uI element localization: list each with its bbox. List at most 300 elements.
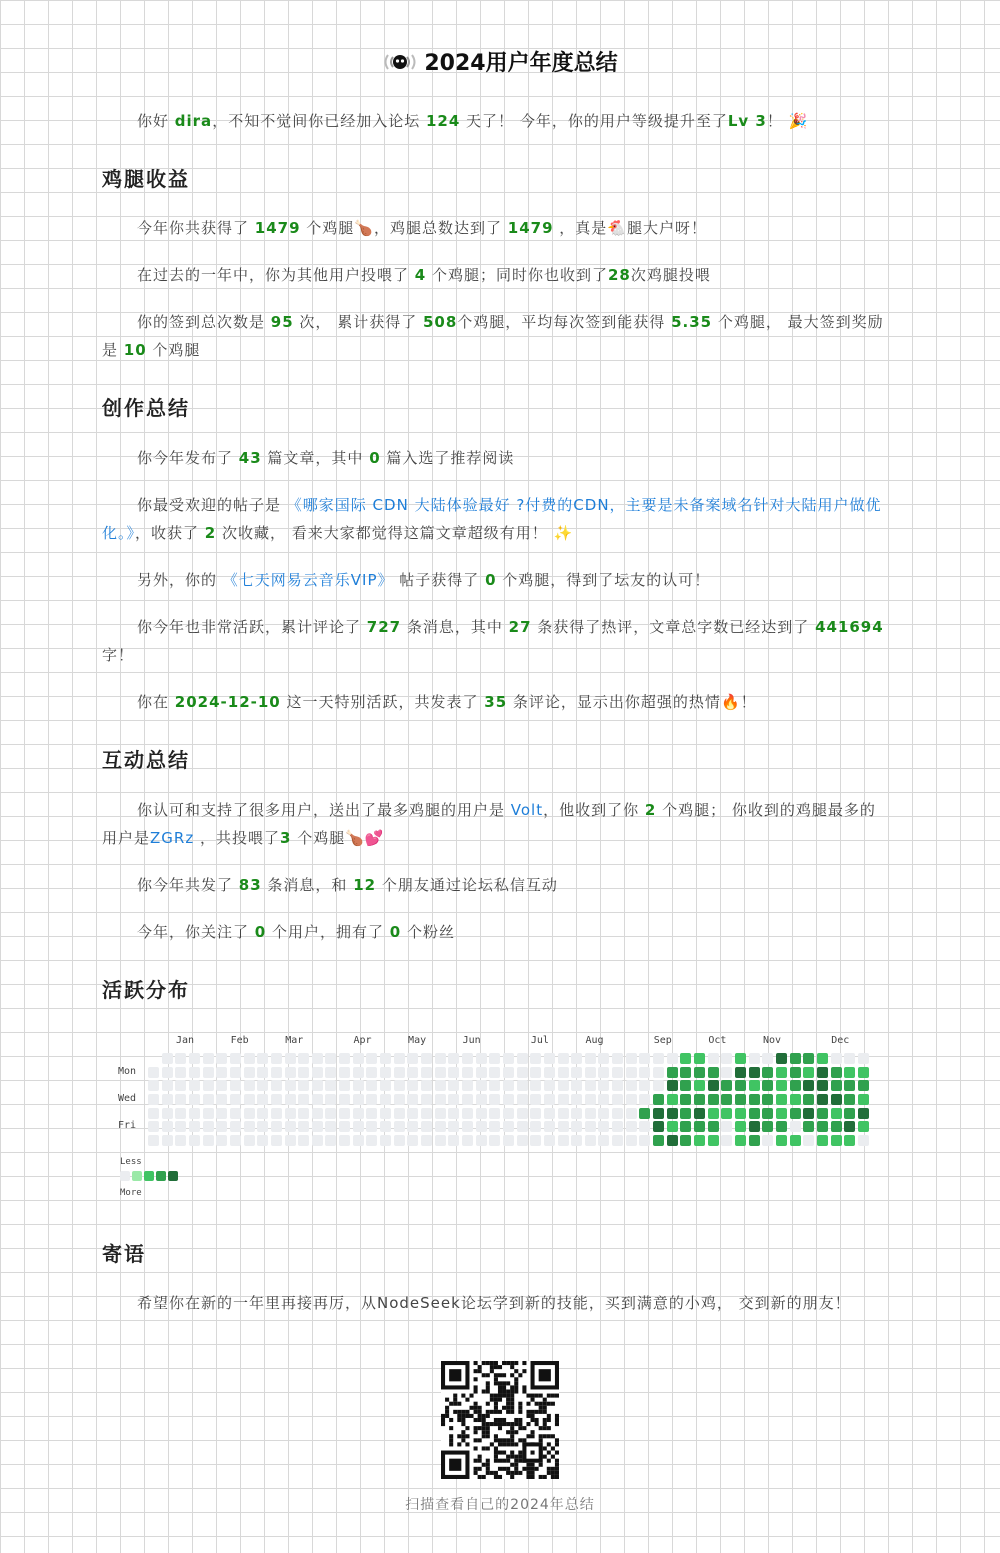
heatmap-cell bbox=[271, 1108, 282, 1119]
heatmap-cell bbox=[585, 1135, 596, 1146]
heatmap-cell bbox=[667, 1108, 678, 1119]
heatmap-cell bbox=[680, 1080, 691, 1091]
heatmap-cell bbox=[694, 1094, 705, 1105]
section-title-message: 寄语 bbox=[102, 1242, 146, 1266]
heatmap-cell bbox=[257, 1080, 268, 1091]
heatmap-cell bbox=[448, 1053, 459, 1064]
heatmap-cell bbox=[612, 1108, 623, 1119]
heatmap-cell bbox=[462, 1121, 473, 1132]
heatmap-cell bbox=[394, 1135, 405, 1146]
heatmap-cell bbox=[421, 1067, 432, 1078]
month-label: Jun bbox=[462, 1035, 481, 1046]
heatmap-cell bbox=[339, 1108, 350, 1119]
hearts-icon: 💕 bbox=[364, 829, 385, 847]
heatmap-cell bbox=[503, 1067, 514, 1078]
heatmap-cell bbox=[735, 1080, 746, 1091]
heatmap-cell bbox=[285, 1053, 296, 1064]
heatmap-cell bbox=[517, 1121, 528, 1132]
heatmap-cell bbox=[517, 1108, 528, 1119]
heatmap-cell bbox=[298, 1108, 309, 1119]
heatmap-cell bbox=[203, 1067, 214, 1078]
heatmap-cell bbox=[366, 1121, 377, 1132]
page-title bbox=[0, 46, 1000, 77]
heatmap-cell bbox=[189, 1135, 200, 1146]
heatmap-cell bbox=[653, 1108, 664, 1119]
heatmap-cell bbox=[762, 1121, 773, 1132]
heatmap-cell bbox=[462, 1067, 473, 1078]
legend-swatch bbox=[132, 1171, 142, 1181]
heatmap-cell bbox=[257, 1121, 268, 1132]
heatmap-cell bbox=[448, 1108, 459, 1119]
heatmap-cell bbox=[817, 1053, 828, 1064]
heatmap-cell bbox=[148, 1080, 159, 1091]
popular-post-paragraph: 你最受欢迎的帖子是 《哪家国际 CDN 大陆体验最好 ?付费的CDN，主要是未备案域名针对大陆用户做优化。》，收获了 2 次收藏， 看来大家都觉得这篇文章超级有用！ ✨ bbox=[102, 496, 882, 542]
heatmap-cell bbox=[749, 1053, 760, 1064]
heatmap-cell bbox=[366, 1080, 377, 1091]
heatmap-cell bbox=[626, 1053, 637, 1064]
heatmap-cell bbox=[598, 1121, 609, 1132]
heatmap-cell bbox=[339, 1135, 350, 1146]
heatmap-cell bbox=[626, 1121, 637, 1132]
heatmap-cell bbox=[271, 1067, 282, 1078]
heatmap-cell bbox=[394, 1094, 405, 1105]
month-label: Sep bbox=[653, 1035, 672, 1046]
heatmap-cell bbox=[366, 1135, 377, 1146]
heatmap-cell bbox=[803, 1067, 814, 1078]
heatmap-cell bbox=[831, 1080, 842, 1091]
heatmap-cell bbox=[735, 1094, 746, 1105]
heatmap-cell bbox=[626, 1108, 637, 1119]
heatmap-cell bbox=[353, 1080, 364, 1091]
heatmap-cell bbox=[462, 1135, 473, 1146]
follow-paragraph: 今年，你关注了 0 个用户，拥有了 0 个粉丝 bbox=[137, 923, 455, 941]
heatmap-cell bbox=[626, 1135, 637, 1146]
heatmap-cell bbox=[694, 1067, 705, 1078]
heatmap-cell bbox=[244, 1135, 255, 1146]
heatmap-cell bbox=[721, 1067, 732, 1078]
heatmap-cell bbox=[435, 1067, 446, 1078]
comments-paragraph: 你今年也非常活跃，累计评论了 727 条消息，其中 27 条获得了热评，文章总字数已经达到了 441694 字！ bbox=[102, 618, 884, 664]
heatmap-cell bbox=[162, 1121, 173, 1132]
heatmap-cell bbox=[216, 1135, 227, 1146]
heatmap-cell bbox=[667, 1094, 678, 1105]
heatmap-cell bbox=[831, 1108, 842, 1119]
heatmap-cell bbox=[626, 1080, 637, 1091]
heatmap-cell bbox=[585, 1108, 596, 1119]
heatmap-cell bbox=[735, 1067, 746, 1078]
heatmap-cell bbox=[517, 1135, 528, 1146]
heatmap-cell bbox=[626, 1094, 637, 1105]
heatmap-cell bbox=[380, 1067, 391, 1078]
heatmap-cell bbox=[148, 1121, 159, 1132]
heatmap-cell bbox=[230, 1067, 241, 1078]
heatmap-cell bbox=[571, 1094, 582, 1105]
heatmap-cell bbox=[230, 1094, 241, 1105]
heatmap-cell bbox=[325, 1108, 336, 1119]
heatmap-cell bbox=[749, 1121, 760, 1132]
legend-swatch bbox=[168, 1171, 178, 1181]
heatmap-cell bbox=[476, 1135, 487, 1146]
heatmap-cell bbox=[530, 1135, 541, 1146]
heatmap-cell bbox=[448, 1121, 459, 1132]
messages-paragraph: 你今年共发了 83 条消息，和 12 个朋友通过论坛私信互动 bbox=[137, 876, 558, 894]
heatmap-cell bbox=[298, 1053, 309, 1064]
heatmap-cell bbox=[776, 1094, 787, 1105]
user-level: Lv 3 bbox=[727, 112, 767, 130]
heatmap-cell bbox=[325, 1135, 336, 1146]
heatmap-cell bbox=[244, 1067, 255, 1078]
heatmap-cell bbox=[353, 1135, 364, 1146]
heatmap-cell bbox=[476, 1121, 487, 1132]
heatmap-cell bbox=[639, 1108, 650, 1119]
heatmap-cell bbox=[831, 1135, 842, 1146]
heatmap-cell bbox=[148, 1094, 159, 1105]
heatmap-cell bbox=[380, 1080, 391, 1091]
heatmap-cell bbox=[680, 1094, 691, 1105]
heatmap-cell bbox=[448, 1067, 459, 1078]
heatmap-cell bbox=[544, 1135, 555, 1146]
heatmap-cell bbox=[598, 1067, 609, 1078]
heatmap-cell bbox=[489, 1108, 500, 1119]
heatmap-cell bbox=[353, 1053, 364, 1064]
heatmap-cell bbox=[325, 1094, 336, 1105]
heatmap-cell bbox=[694, 1121, 705, 1132]
heatmap-cell bbox=[189, 1121, 200, 1132]
heatmap-cell bbox=[162, 1053, 173, 1064]
heatmap-cell bbox=[735, 1135, 746, 1146]
heatmap-cell bbox=[285, 1121, 296, 1132]
heatmap-cell bbox=[831, 1094, 842, 1105]
heatmap-cell bbox=[749, 1067, 760, 1078]
legend-swatch bbox=[156, 1171, 166, 1181]
heatmap-cell bbox=[230, 1135, 241, 1146]
heatmap-cell bbox=[175, 1053, 186, 1064]
title-text: 2024用户年度总结 bbox=[424, 51, 618, 76]
qr-code[interactable] bbox=[441, 1361, 559, 1479]
heatmap-cell bbox=[489, 1067, 500, 1078]
heatmap-cell bbox=[394, 1067, 405, 1078]
heatmap-cell bbox=[639, 1135, 650, 1146]
heatmap-cell bbox=[203, 1080, 214, 1091]
username[interactable]: dira bbox=[174, 112, 213, 130]
heatmap-cell bbox=[517, 1080, 528, 1091]
heatmap-cell bbox=[339, 1067, 350, 1078]
heatmap-cell bbox=[298, 1067, 309, 1078]
heatmap-cell bbox=[421, 1094, 432, 1105]
heatmap-cell bbox=[639, 1080, 650, 1091]
heatmap-cell bbox=[271, 1053, 282, 1064]
heatmap-cell bbox=[721, 1080, 732, 1091]
heatmap-cell bbox=[462, 1094, 473, 1105]
heatmap-cell bbox=[257, 1135, 268, 1146]
heatmap-cell bbox=[203, 1053, 214, 1064]
heatmap-cell bbox=[380, 1053, 391, 1064]
heatmap-cell bbox=[612, 1121, 623, 1132]
heatmap-cell bbox=[803, 1053, 814, 1064]
heatmap-cell bbox=[721, 1094, 732, 1105]
heatmap-cell bbox=[339, 1121, 350, 1132]
heatmap-cell bbox=[189, 1108, 200, 1119]
heatmap-cell bbox=[803, 1094, 814, 1105]
heatmap-cell bbox=[530, 1067, 541, 1078]
heatmap-cell bbox=[844, 1067, 855, 1078]
month-label: Jul bbox=[530, 1035, 549, 1046]
day-label: Mon bbox=[118, 1065, 137, 1077]
heatmap-cell bbox=[831, 1067, 842, 1078]
heatmap-cell bbox=[803, 1121, 814, 1132]
section-title-creation: 创作总结 bbox=[102, 396, 190, 420]
heatmap-cell bbox=[680, 1067, 691, 1078]
heatmap-cell bbox=[612, 1135, 623, 1146]
heatmap-cell bbox=[325, 1121, 336, 1132]
chicken-icon: 🐔 bbox=[607, 219, 627, 237]
heatmap-cell bbox=[721, 1121, 732, 1132]
heatmap-cell bbox=[476, 1080, 487, 1091]
heatmap-cell bbox=[517, 1094, 528, 1105]
heatmap-cell bbox=[407, 1135, 418, 1146]
heatmap-cell bbox=[544, 1080, 555, 1091]
heatmap-cell bbox=[817, 1067, 828, 1078]
heatmap-cell bbox=[380, 1121, 391, 1132]
heatmap-cell bbox=[312, 1135, 323, 1146]
heatmap-cell bbox=[790, 1121, 801, 1132]
heatmap-cell bbox=[325, 1080, 336, 1091]
heatmap-cell bbox=[244, 1053, 255, 1064]
heatmap-cell bbox=[544, 1121, 555, 1132]
heatmap-cell bbox=[366, 1053, 377, 1064]
heatmap-cell bbox=[448, 1135, 459, 1146]
day-label: Wed bbox=[118, 1092, 137, 1104]
heatmap-cell bbox=[339, 1080, 350, 1091]
second-post-paragraph: 另外，你的 《七天网易云音乐VIP》 帖子获得了 0 个鸡腿，得到了坛友的认可！ bbox=[137, 571, 711, 589]
heatmap-cell bbox=[407, 1053, 418, 1064]
heatmap-cell bbox=[462, 1080, 473, 1091]
popular-post-link[interactable]: 《哪家国际 CDN 大陆体验最好 ?付费的CDN，主要是未备案域名针对大陆用户做优化。》 bbox=[102, 496, 882, 542]
second-post-link[interactable]: 《七天网易云音乐VIP》 bbox=[222, 571, 394, 589]
heatmap-cell bbox=[762, 1135, 773, 1146]
heatmap-cell bbox=[571, 1080, 582, 1091]
heatmap-cell bbox=[448, 1094, 459, 1105]
heatmap-cell bbox=[762, 1080, 773, 1091]
legend-swatch bbox=[144, 1171, 154, 1181]
month-label: Feb bbox=[230, 1035, 249, 1046]
heatmap-cell bbox=[667, 1053, 678, 1064]
month-label: May bbox=[408, 1035, 427, 1046]
heatmap-cell bbox=[776, 1067, 787, 1078]
activity-heatmap bbox=[118, 1035, 888, 1205]
heatmap-cell bbox=[353, 1094, 364, 1105]
heatmap-cell bbox=[612, 1067, 623, 1078]
month-label: Oct bbox=[708, 1035, 727, 1046]
heatmap-cell bbox=[285, 1067, 296, 1078]
heatmap-cell bbox=[708, 1135, 719, 1146]
heatmap-cell bbox=[708, 1108, 719, 1119]
active-day-paragraph: 你在 2024-12-10 这一天特别活跃，共发表了 35 条评论，显示出你超强的热情🔥！ bbox=[137, 693, 757, 711]
heatmap-cell bbox=[503, 1094, 514, 1105]
user-link-zgrz[interactable]: ZGRz bbox=[150, 829, 195, 847]
drumstick-earned-paragraph: 今年你共获得了 1479 个鸡腿🍗，鸡腿总数达到了 1479 ，真是🐔腿大户呀！ bbox=[137, 219, 708, 237]
heatmap-cell bbox=[844, 1053, 855, 1064]
heatmap-cell bbox=[435, 1053, 446, 1064]
heatmap-cell bbox=[639, 1053, 650, 1064]
heatmap-cell bbox=[435, 1135, 446, 1146]
heatmap-cell bbox=[680, 1108, 691, 1119]
heatmap-cell bbox=[680, 1135, 691, 1146]
heatmap-cell bbox=[680, 1121, 691, 1132]
heatmap-cell bbox=[817, 1080, 828, 1091]
heatmap-cell bbox=[517, 1053, 528, 1064]
heatmap-cell bbox=[476, 1067, 487, 1078]
heatmap-cell bbox=[394, 1080, 405, 1091]
heatmap-cell bbox=[353, 1108, 364, 1119]
heatmap-cell bbox=[380, 1094, 391, 1105]
heatmap-cell bbox=[148, 1135, 159, 1146]
heatmap-cell bbox=[749, 1135, 760, 1146]
heatmap-cell bbox=[721, 1108, 732, 1119]
heatmap-cell bbox=[476, 1108, 487, 1119]
heatmap-cell bbox=[667, 1067, 678, 1078]
heatmap-cell bbox=[639, 1121, 650, 1132]
heatmap-cell bbox=[285, 1108, 296, 1119]
heatmap-cell bbox=[257, 1067, 268, 1078]
fire-icon: 🔥 bbox=[720, 693, 741, 711]
heatmap-cell bbox=[612, 1094, 623, 1105]
heatmap-cell bbox=[667, 1135, 678, 1146]
day-label: Fri bbox=[118, 1120, 137, 1132]
heatmap-cell bbox=[776, 1108, 787, 1119]
heatmap-cell bbox=[230, 1121, 241, 1132]
heatmap-cell bbox=[353, 1067, 364, 1078]
heatmap-cell bbox=[162, 1080, 173, 1091]
heatmap-cell bbox=[189, 1094, 200, 1105]
heatmap-cell bbox=[489, 1080, 500, 1091]
heatmap-cell bbox=[790, 1135, 801, 1146]
legend-more-label: More bbox=[120, 1188, 142, 1198]
heatmap-cell bbox=[216, 1053, 227, 1064]
heatmap-cell bbox=[530, 1094, 541, 1105]
heatmap-cell bbox=[858, 1080, 869, 1091]
month-label: Dec bbox=[831, 1035, 850, 1046]
heatmap-cell bbox=[598, 1053, 609, 1064]
heatmap-cell bbox=[626, 1067, 637, 1078]
message-paragraph: 希望你在新的一年里再接再厉，从NodeSeek论坛学到新的技能，买到满意的小鸡， 交到新的朋友！ bbox=[137, 1294, 851, 1312]
heatmap-cell bbox=[735, 1108, 746, 1119]
heatmap-cell bbox=[298, 1135, 309, 1146]
heatmap-cell bbox=[175, 1080, 186, 1091]
heatmap-cell bbox=[503, 1108, 514, 1119]
heatmap-cell bbox=[653, 1135, 664, 1146]
checkin-paragraph: 你的签到总次数是 95 次， 累计获得了 508个鸡腿，平均每次签到能获得 5.35 个鸡腿， 最大签到奖励是 10 个鸡腿 bbox=[102, 313, 884, 359]
section-title-drumstick: 鸡腿收益 bbox=[102, 167, 190, 191]
heatmap-cell bbox=[776, 1135, 787, 1146]
heatmap-cell bbox=[858, 1121, 869, 1132]
heatmap-cell bbox=[257, 1053, 268, 1064]
heatmap-cell bbox=[708, 1067, 719, 1078]
heatmap-cell bbox=[244, 1121, 255, 1132]
heatmap-cell bbox=[844, 1108, 855, 1119]
nodeseek-logo-icon bbox=[382, 51, 418, 73]
heatmap-cell bbox=[803, 1108, 814, 1119]
month-label: Mar bbox=[285, 1035, 304, 1046]
heatmap-cell bbox=[366, 1067, 377, 1078]
heatmap-cell bbox=[530, 1108, 541, 1119]
heatmap-cell bbox=[558, 1067, 569, 1078]
heatmap-cell bbox=[544, 1053, 555, 1064]
heatmap-cell bbox=[271, 1135, 282, 1146]
heatmap-cell bbox=[776, 1080, 787, 1091]
heatmap-cell bbox=[189, 1067, 200, 1078]
heatmap-cell bbox=[421, 1080, 432, 1091]
legend-swatch bbox=[120, 1171, 130, 1181]
user-link-volt[interactable]: Volt bbox=[510, 801, 544, 819]
heatmap-cell bbox=[175, 1121, 186, 1132]
heatmap-cell bbox=[435, 1094, 446, 1105]
heatmap-cell bbox=[571, 1067, 582, 1078]
heatmap-cell bbox=[708, 1094, 719, 1105]
heatmap-cell bbox=[394, 1121, 405, 1132]
heatmap-cell bbox=[503, 1080, 514, 1091]
heatmap-cell bbox=[285, 1135, 296, 1146]
heatmap-cell bbox=[585, 1080, 596, 1091]
heatmap-cell bbox=[530, 1053, 541, 1064]
heatmap-cell bbox=[353, 1121, 364, 1132]
heatmap-cell bbox=[421, 1121, 432, 1132]
drumstick-icon: 🍗 bbox=[345, 829, 365, 847]
heatmap-cell bbox=[598, 1108, 609, 1119]
heatmap-cell bbox=[858, 1108, 869, 1119]
heatmap-cell bbox=[844, 1080, 855, 1091]
heatmap-cell bbox=[694, 1108, 705, 1119]
heatmap-cell bbox=[257, 1094, 268, 1105]
heatmap-cell bbox=[380, 1135, 391, 1146]
heatmap-cell bbox=[189, 1080, 200, 1091]
heatmap-cell bbox=[435, 1080, 446, 1091]
heatmap-cell bbox=[598, 1135, 609, 1146]
heatmap-cell bbox=[476, 1053, 487, 1064]
heatmap-cell bbox=[762, 1108, 773, 1119]
heatmap-cell bbox=[203, 1108, 214, 1119]
heatmap-cell bbox=[503, 1135, 514, 1146]
heatmap-cell bbox=[203, 1135, 214, 1146]
heatmap-cell bbox=[530, 1121, 541, 1132]
heatmap-cell bbox=[407, 1067, 418, 1078]
month-label: Aug bbox=[585, 1035, 604, 1046]
heatmap-cell bbox=[612, 1080, 623, 1091]
heatmap-cell bbox=[175, 1094, 186, 1105]
heatmap-cell bbox=[803, 1080, 814, 1091]
heatmap-cell bbox=[667, 1121, 678, 1132]
heatmap-cell bbox=[817, 1094, 828, 1105]
heatmap-cell bbox=[162, 1067, 173, 1078]
heatmap-cell bbox=[653, 1080, 664, 1091]
heatmap-cell bbox=[366, 1108, 377, 1119]
heatmap-cell bbox=[148, 1108, 159, 1119]
heatmap-cell bbox=[749, 1080, 760, 1091]
heatmap-cell bbox=[844, 1135, 855, 1146]
heatmap-cell bbox=[749, 1094, 760, 1105]
heatmap-cell bbox=[612, 1053, 623, 1064]
heatmap-cell bbox=[776, 1121, 787, 1132]
heatmap-cell bbox=[216, 1094, 227, 1105]
month-label: Jan bbox=[176, 1035, 195, 1046]
heatmap-cell bbox=[790, 1094, 801, 1105]
heatmap-cell bbox=[858, 1135, 869, 1146]
heatmap-cell bbox=[585, 1094, 596, 1105]
heatmap-cell bbox=[339, 1053, 350, 1064]
heatmap-cell bbox=[162, 1135, 173, 1146]
heatmap-cell bbox=[735, 1121, 746, 1132]
heatmap-cell bbox=[585, 1121, 596, 1132]
